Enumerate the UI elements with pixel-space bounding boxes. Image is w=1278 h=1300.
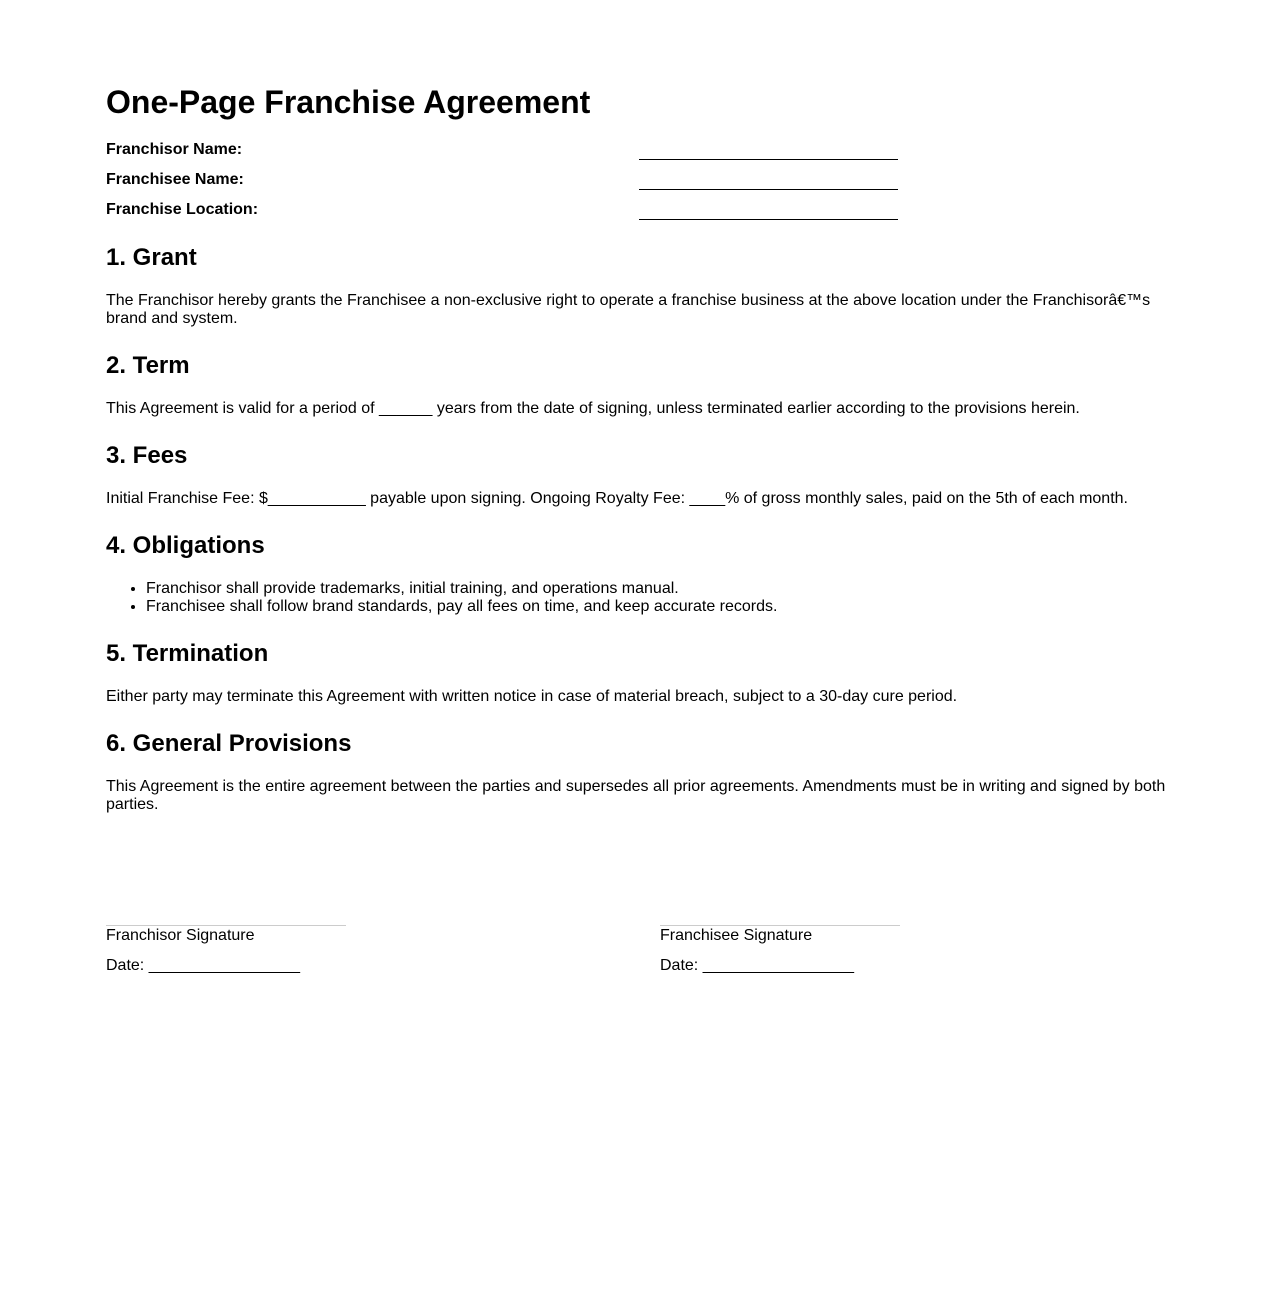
section-heading-fees: 3. Fees	[106, 442, 188, 469]
section-heading-grant: 1. Grant	[106, 244, 197, 271]
blank-line	[639, 159, 898, 160]
signature-line	[660, 925, 900, 926]
field-label: Franchise Location:	[106, 201, 259, 218]
page-title: One-Page Franchise Agreement	[106, 84, 591, 120]
section-text-term: This Agreement is valid for a period of ______ years from the date of signing, unless terminated earlier according to the provisions herein.	[106, 400, 1080, 417]
blank-line	[639, 219, 898, 220]
list-item: • Franchisor shall provide trademarks, initial training, and operations manual.	[146, 580, 777, 598]
section-heading-general-provisions: 6. General Provisions	[106, 730, 352, 757]
signature-label: Franchisee Signature	[660, 927, 813, 944]
section-text-termination: Either party may terminate this Agreement with written notice in case of material breach, subject to a 30-day cure period.	[106, 688, 958, 705]
section-text-fees: Initial Franchise Fee: $___________ payable upon signing. Ongoing Royalty Fee: ____% of gross monthly sales, paid on the 5th of each month.	[106, 490, 1128, 507]
signature-date: Date: _________________	[660, 957, 854, 974]
blank-line	[639, 189, 898, 190]
field-label: Franchisor Name:	[106, 141, 243, 158]
section-text-general-provisions: This Agreement is the entire agreement between the parties and supersedes all prior agreements. Amendments must be in writing and signed by both parties.	[106, 778, 1166, 813]
section-heading-termination: 5. Termination	[106, 640, 269, 667]
signature-label: Franchisor Signature	[106, 927, 255, 944]
section-heading-term: 2. Term	[106, 352, 190, 379]
franchisor-name-field	[106, 141, 898, 163]
franchise-location-field	[106, 201, 898, 223]
list-item: • Franchisee shall follow brand standards, pay all fees on time, and keep accurate records.	[146, 598, 777, 616]
section-heading-obligations: 4. Obligations	[106, 532, 265, 559]
signature-date: Date: _________________	[106, 957, 300, 974]
signature-line	[106, 925, 346, 926]
section-text-grant: The Franchisor hereby grants the Franchisee a non-exclusive right to operate a franchise business at the above location under the Franchisorâ€™s brand and system.	[106, 292, 1151, 327]
franchisor-signature-block	[106, 925, 346, 975]
field-label: Franchisee Name:	[106, 171, 244, 188]
franchisee-signature-block	[660, 925, 900, 975]
franchisee-name-field	[106, 171, 898, 193]
obligations-list	[106, 580, 777, 616]
